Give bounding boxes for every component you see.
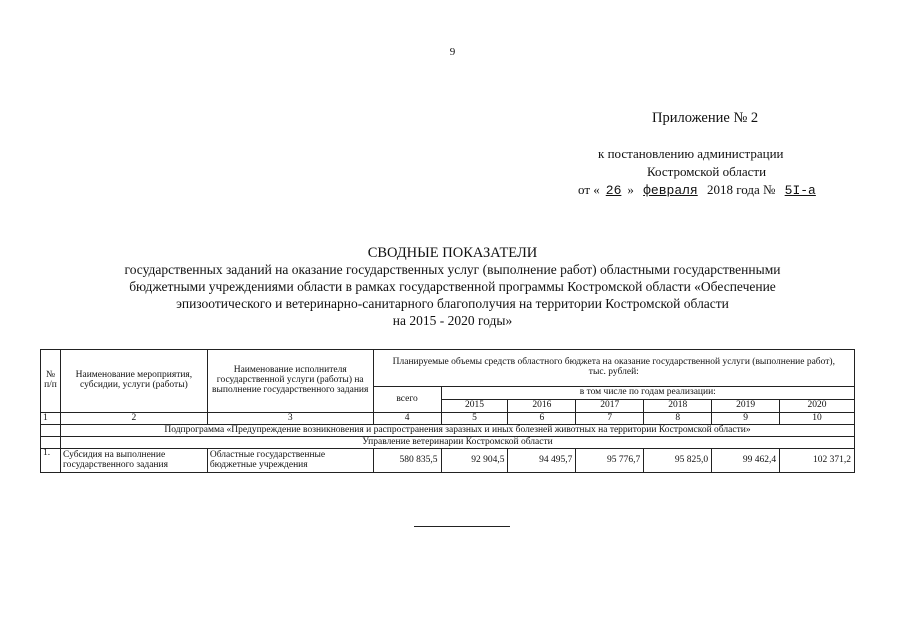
date-year: 2018 года № [706, 182, 776, 197]
row-name: Субсидия на выполнение государственного задания [60, 449, 207, 473]
decree-number: 5I-а [784, 183, 816, 198]
title-line-2: бюджетными учреждениями области в рамках государственной программы Костромской области «Обеспечение [129, 279, 776, 294]
header-total: всего [373, 387, 441, 413]
header-volumes-line1: Планируемые объемы средств областного бюджета на оказание государственной услуги (выполнение работ), [392, 357, 835, 368]
index-cell: 3 [207, 413, 373, 425]
date-separator: » [627, 182, 634, 197]
title-line-4: на 2015 - 2020 годы» [392, 313, 513, 328]
title-line-1: государственных заданий на оказание государственных услуг (выполнение работ) областными государственными [124, 262, 781, 277]
index-cell: 10 [780, 413, 855, 425]
header-name: Наименование мероприятия, субсидии, услуги (работы) [60, 350, 207, 413]
index-cell: 6 [508, 413, 576, 425]
row-value-2016: 94 495,7 [508, 449, 576, 473]
header-executor: Наименование исполнителя государственной услуги (работы) на выполнение государственного задания [207, 350, 373, 413]
header-year: 2015 [441, 400, 508, 413]
page-number: 9 [449, 46, 456, 58]
header-num: № п/п [41, 350, 61, 413]
header-by-years: в том числе по годам реализации: [441, 387, 854, 400]
subprogram-title: Подпрограмма «Предупреждение возникновения и распространения заразных и иных болезней животных на территории Костромской области» [60, 425, 854, 437]
header-year: 2018 [644, 400, 712, 413]
annex-label: Приложение № 2 [652, 110, 759, 126]
row-value-2019: 99 462,4 [712, 449, 780, 473]
index-cell: 1 [41, 413, 61, 425]
date-day: 26 [605, 183, 622, 198]
header-volumes-line2: тыс. рублей: [588, 367, 639, 377]
row-value-2015: 92 904,5 [441, 449, 508, 473]
header-year: 2017 [576, 400, 644, 413]
header-year: 2016 [508, 400, 576, 413]
row-value-2018: 95 825,0 [644, 449, 712, 473]
date-prefix: от « [578, 182, 600, 197]
header-volumes [373, 350, 854, 387]
index-cell: 5 [441, 413, 508, 425]
index-cell: 7 [576, 413, 644, 425]
header-year: 2020 [780, 400, 855, 413]
title-line-3: эпизоотического и ветеринарно-санитарного благополучия на территории Костромской области [176, 296, 729, 311]
table-row [41, 449, 855, 473]
row-total: 580 835,5 [373, 449, 441, 473]
row-num: 1. [41, 449, 61, 473]
decree-date-line [578, 182, 822, 198]
row-value-2017: 95 776,7 [576, 449, 644, 473]
department-spacer [41, 437, 61, 449]
department-title: Управление ветеринарии Костромской области [60, 437, 854, 449]
index-cell: 9 [712, 413, 780, 425]
indicators-table [40, 349, 855, 473]
decree-line-1: к постановлению администрации [598, 146, 784, 161]
row-value-2020: 102 371,2 [780, 449, 855, 473]
row-executor: Областные государственные бюджетные учреждения [207, 449, 373, 473]
date-month: февраля [643, 183, 698, 198]
header-year: 2019 [712, 400, 780, 413]
index-cell: 2 [60, 413, 207, 425]
subprogram-spacer [41, 425, 61, 437]
decree-line-2: Костромской области [647, 164, 767, 179]
index-cell: 4 [373, 413, 441, 425]
index-cell: 8 [644, 413, 712, 425]
closing-rule [414, 526, 510, 527]
document-title: СВОДНЫЕ ПОКАЗАТЕЛИ [367, 245, 538, 261]
